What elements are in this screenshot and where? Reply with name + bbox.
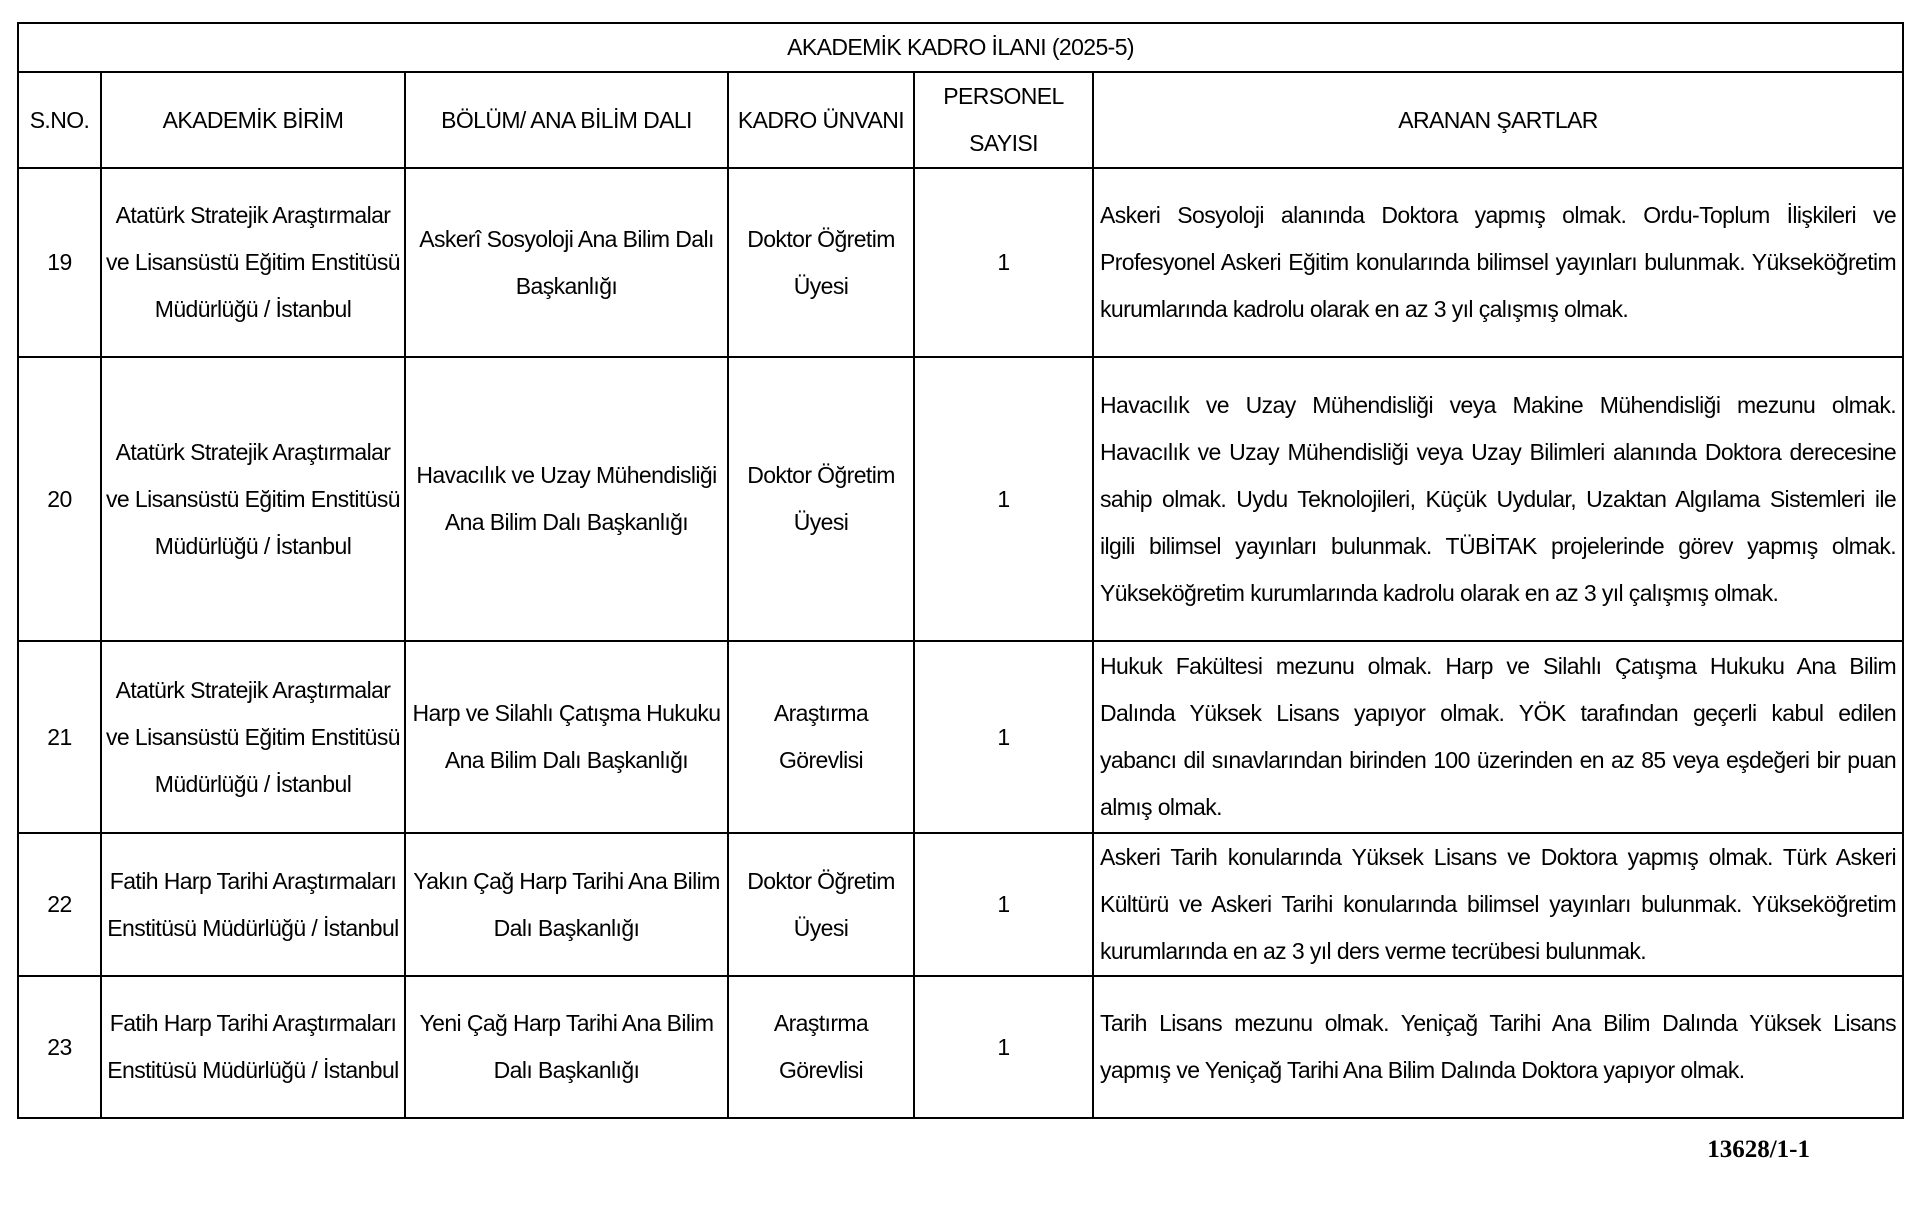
table-title: AKADEMİK KADRO İLANI (2025-5) — [18, 23, 1903, 72]
table-row — [18, 357, 1903, 641]
cell-requirements: Askeri Tarih konularında Yüksek Lisans ve Doktora yapmış olmak. Türk Askeri Kültürü ve Askeri Tarihi konularında bilimsel yayınları bulunmak. Yükseköğretim kurumlarında en az 3 yıl ders verme tecrübesi bulunmak. — [1093, 833, 1903, 976]
cell-unit: Fatih Harp Tarihi Araştırmaları Enstitüsü Müdürlüğü / İstanbul — [101, 976, 405, 1118]
header-count: PERSONEL SAYISI — [914, 72, 1093, 168]
header-title: KADRO ÜNVANI — [728, 72, 914, 168]
cell-no: 19 — [18, 168, 101, 357]
cell-count: 1 — [914, 168, 1093, 357]
cell-requirements: Havacılık ve Uzay Mühendisliği veya Makine Mühendisliği mezunu olmak. Havacılık ve Uzay Mühendisliği veya Uzay Bilimleri alanında Doktora derecesine sahip olmak. Uydu Teknolojileri, Küçük Uydular, Uzaktan Algılama Sistemleri ile ilgili bilimsel yayınları bulunmak. TÜBİTAK projelerinde görev yapmış olmak. Yükseköğretim kurumlarında kadrolu olarak en az 3 yıl çalışmış olmak. — [1093, 357, 1903, 641]
cell-unit: Atatürk Stratejik Araştırmalar ve Lisansüstü Eğitim Enstitüsü Müdürlüğü / İstanbul — [101, 168, 405, 357]
header-dept: BÖLÜM/ ANA BİLİM DALI — [405, 72, 728, 168]
header-row — [18, 72, 1903, 168]
cell-dept: Havacılık ve Uzay Mühendisliği Ana Bilim Dalı Başkanlığı — [405, 357, 728, 641]
cell-unit: Fatih Harp Tarihi Araştırmaları Enstitüsü Müdürlüğü / İstanbul — [101, 833, 405, 976]
table-row — [18, 168, 1903, 357]
cell-title: Doktor Öğretim Üyesi — [728, 357, 914, 641]
cell-title: Araştırma Görevlisi — [728, 976, 914, 1118]
header-sno: S.NO. — [18, 72, 101, 168]
cell-dept: Askerî Sosyoloji Ana Bilim Dalı Başkanlığı — [405, 168, 728, 357]
table-row — [18, 976, 1903, 1118]
cell-unit: Atatürk Stratejik Araştırmalar ve Lisansüstü Eğitim Enstitüsü Müdürlüğü / İstanbul — [101, 357, 405, 641]
cell-unit: Atatürk Stratejik Araştırmalar ve Lisansüstü Eğitim Enstitüsü Müdürlüğü / İstanbul — [101, 641, 405, 833]
cell-dept: Yakın Çağ Harp Tarihi Ana Bilim Dalı Başkanlığı — [405, 833, 728, 976]
header-requirements: ARANAN ŞARTLAR — [1093, 72, 1903, 168]
kadro-table — [17, 22, 1904, 1119]
cell-no: 20 — [18, 357, 101, 641]
table-row — [18, 641, 1903, 833]
cell-dept: Yeni Çağ Harp Tarihi Ana Bilim Dalı Başkanlığı — [405, 976, 728, 1118]
cell-count: 1 — [914, 976, 1093, 1118]
document-reference: 13628/1-1 — [1707, 1136, 1810, 1163]
cell-no: 23 — [18, 976, 101, 1118]
cell-no: 22 — [18, 833, 101, 976]
cell-requirements: Askeri Sosyoloji alanında Doktora yapmış olmak. Ordu-Toplum İlişkileri ve Profesyonel Askeri Eğitim konularında bilimsel yayınları bulunmak. Yükseköğretim kurumlarında kadrolu olarak en az 3 yıl çalışmış olmak. — [1093, 168, 1903, 357]
cell-title: Doktor Öğretim Üyesi — [728, 168, 914, 357]
cell-dept: Harp ve Silahlı Çatışma Hukuku Ana Bilim Dalı Başkanlığı — [405, 641, 728, 833]
cell-count: 1 — [914, 641, 1093, 833]
cell-requirements: Hukuk Fakültesi mezunu olmak. Harp ve Silahlı Çatışma Hukuku Ana Bilim Dalında Yüksek Lisans yapıyor olmak. YÖK tarafından geçerli kabul edilen yabancı dil sınavlarından birinden 100 üzerinden en az 85 veya eşdeğeri bir puan almış olmak. — [1093, 641, 1903, 833]
cell-requirements: Tarih Lisans mezunu olmak. Yeniçağ Tarihi Ana Bilim Dalında Yüksek Lisans yapmış ve Yeniçağ Tarihi Ana Bilim Dalında Doktora yapıyor olmak. — [1093, 976, 1903, 1118]
cell-title: Doktor Öğretim Üyesi — [728, 833, 914, 976]
cell-count: 1 — [914, 357, 1093, 641]
cell-no: 21 — [18, 641, 101, 833]
table-row — [18, 833, 1903, 976]
cell-count: 1 — [914, 833, 1093, 976]
header-unit: AKADEMİK BİRİM — [101, 72, 405, 168]
cell-title: Araştırma Görevlisi — [728, 641, 914, 833]
